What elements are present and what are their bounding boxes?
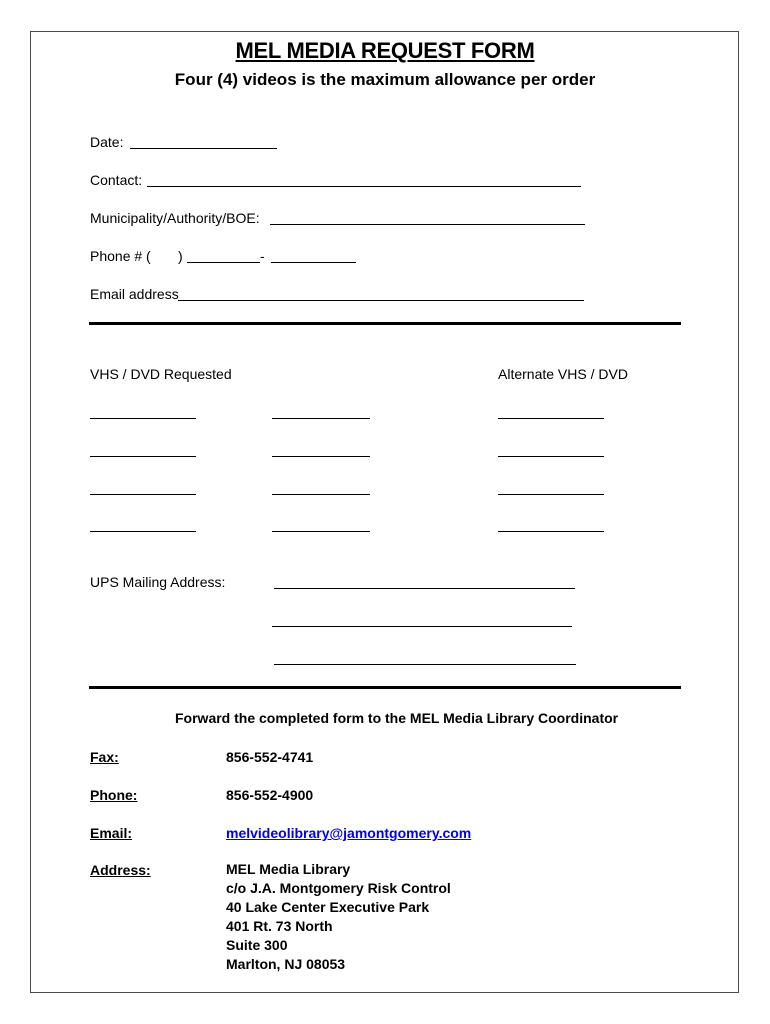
- phone-contact-label: Phone:: [90, 787, 138, 803]
- request-field[interactable]: [90, 531, 196, 532]
- mailing-address-line-3[interactable]: [274, 664, 576, 665]
- email-link[interactable]: melvideolibrary@jamontgomery.com: [226, 825, 472, 841]
- address-line: Marlton, NJ 08053: [226, 956, 346, 972]
- address-line: MEL Media Library: [226, 861, 351, 877]
- address-line: 40 Lake Center Executive Park: [226, 899, 430, 915]
- form-title: MEL MEDIA REQUEST FORM: [235, 38, 535, 63]
- request-field[interactable]: [90, 494, 196, 495]
- phone-dash: -: [260, 248, 265, 264]
- phone-paren-close: ): [178, 248, 183, 264]
- request-field[interactable]: [272, 456, 370, 457]
- mailing-address-line-2[interactable]: [272, 626, 572, 627]
- phone-prefix-field[interactable]: [187, 262, 260, 263]
- forward-instruction: Forward the completed form to the MEL Media Library Coordinator: [175, 710, 619, 726]
- request-field[interactable]: [90, 456, 196, 457]
- alternate-field[interactable]: [498, 418, 604, 419]
- email-contact-label: Email:: [90, 825, 133, 841]
- email-label: Email address: [90, 286, 179, 302]
- alternate-field[interactable]: [498, 494, 604, 495]
- municipality-label: Municipality/Authority/BOE:: [90, 210, 260, 226]
- mailing-address-label: UPS Mailing Address:: [90, 574, 226, 590]
- section-divider: [89, 686, 681, 689]
- mailing-address-line-1[interactable]: [274, 588, 575, 589]
- form-subtitle: Four (4) videos is the maximum allowance per order: [174, 70, 596, 89]
- mailing-address-block: [226, 860, 451, 974]
- fax-value: 856-552-4741: [226, 749, 314, 765]
- phone-label: Phone # (: [90, 248, 151, 264]
- address-line: Suite 300: [226, 937, 288, 953]
- contact-label: Contact:: [90, 172, 143, 188]
- contact-field[interactable]: [147, 186, 581, 187]
- address-label: Address:: [90, 862, 151, 878]
- alternate-label: Alternate VHS / DVD: [498, 366, 628, 382]
- requested-label: VHS / DVD Requested: [90, 366, 232, 382]
- municipality-field[interactable]: [270, 224, 585, 225]
- email-field[interactable]: [178, 300, 584, 301]
- section-divider: [89, 322, 681, 325]
- phone-contact-value: 856-552-4900: [226, 787, 314, 803]
- alternate-field[interactable]: [498, 531, 604, 532]
- date-label: Date:: [90, 134, 124, 150]
- request-field[interactable]: [272, 531, 370, 532]
- alternate-field[interactable]: [498, 456, 604, 457]
- fax-label: Fax:: [90, 749, 119, 765]
- date-field[interactable]: [130, 148, 277, 149]
- address-line: 401 Rt. 73 North: [226, 918, 333, 934]
- request-field[interactable]: [272, 494, 370, 495]
- request-field[interactable]: [272, 418, 370, 419]
- address-line: c/o J.A. Montgomery Risk Control: [226, 880, 451, 896]
- phone-number-field[interactable]: [271, 262, 356, 263]
- request-field[interactable]: [90, 418, 196, 419]
